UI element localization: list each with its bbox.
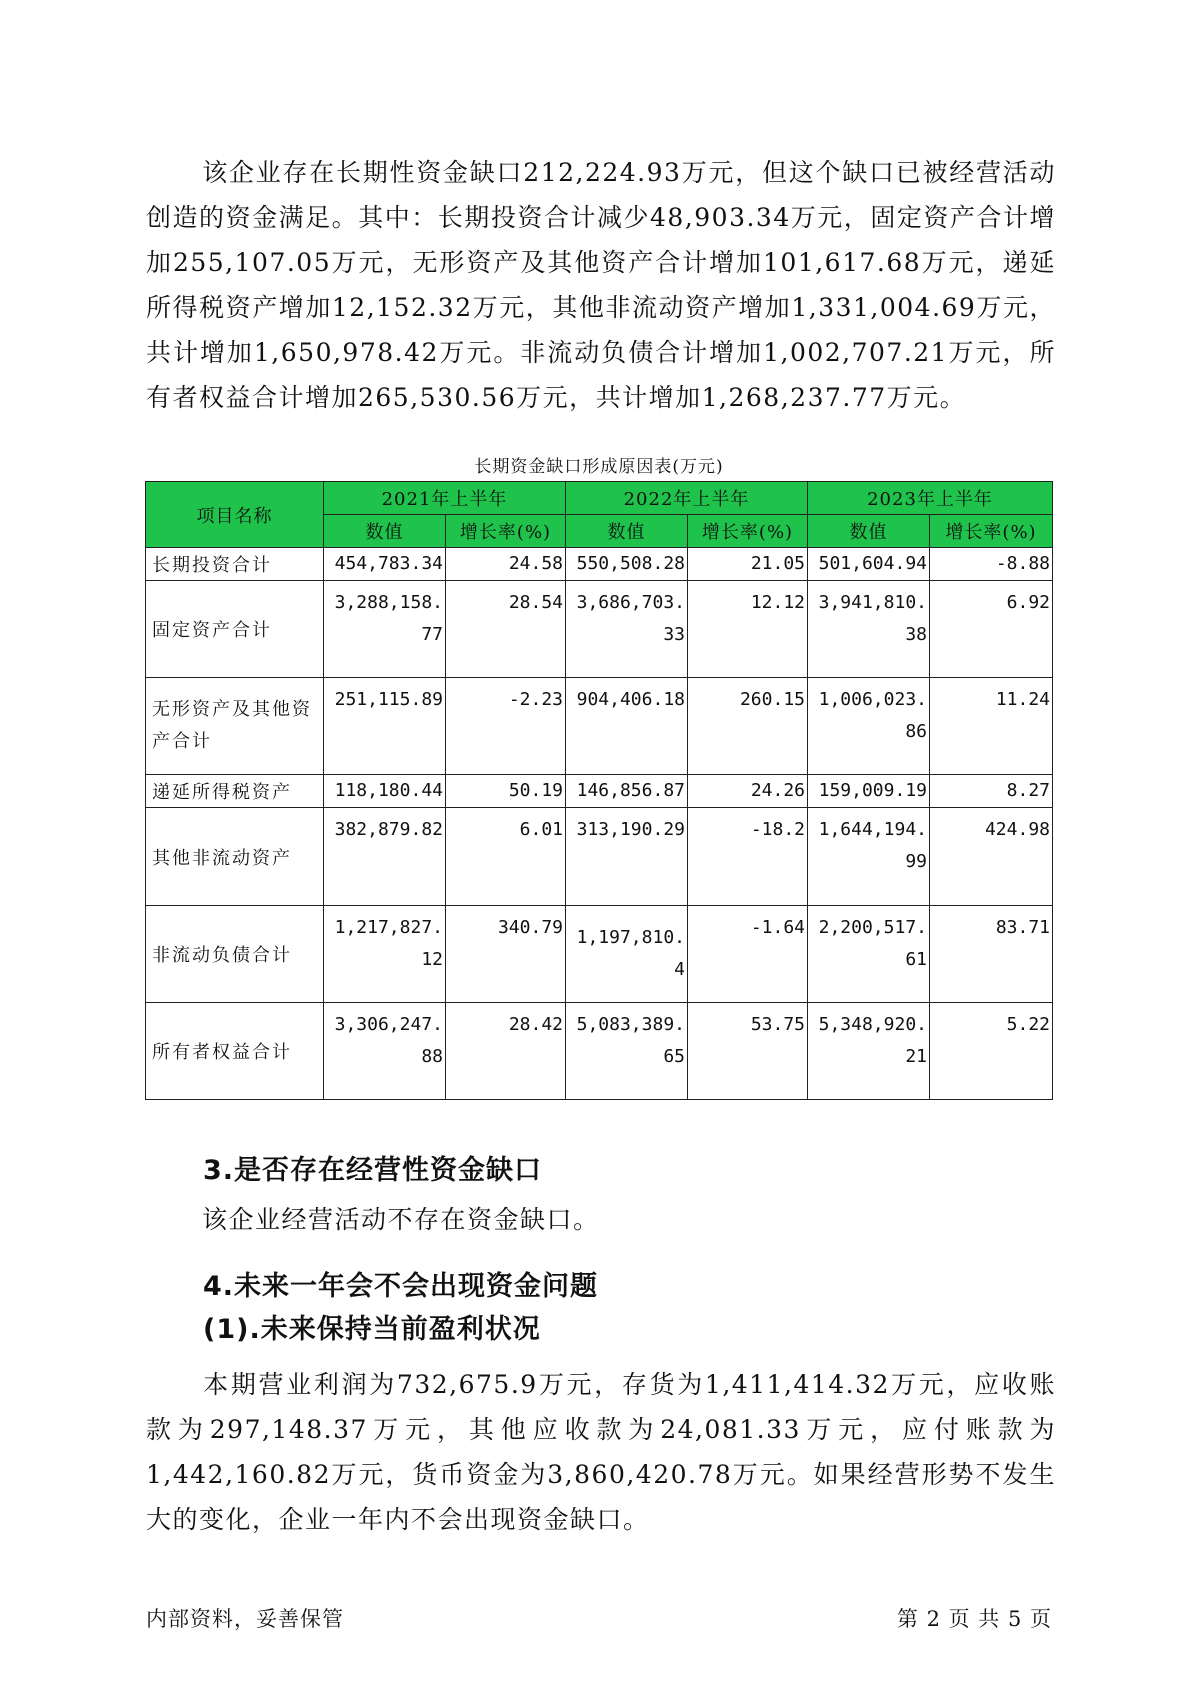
row-name: 无形资产及其他资产合计: [146, 678, 324, 775]
table-caption: 长期资金缺口形成原因表(万元): [474, 457, 724, 477]
cell-value: 454,783.34: [324, 548, 446, 581]
cell-value: 3,686,703.33: [566, 581, 688, 678]
cell-value: 5,083,389.65: [566, 1003, 688, 1100]
header-year-2022: 2022年上半年: [566, 482, 808, 515]
header-value: 数值: [324, 515, 446, 548]
cell-rate: 6.01: [446, 808, 566, 906]
cell-rate: 8.27: [930, 775, 1053, 808]
cell-rate: 11.24: [930, 678, 1053, 775]
row-name: 其他非流动资产: [146, 808, 324, 906]
cell-rate: 340.79: [446, 906, 566, 1003]
header-item-name: 项目名称: [146, 482, 324, 548]
cell-rate: 83.71: [930, 906, 1053, 1003]
cell-rate: 21.05: [688, 548, 808, 581]
row-name: 非流动负债合计: [146, 906, 324, 1003]
footer-confidential-note: 内部资料，妥善保管: [146, 1607, 344, 1631]
long-term-gap-table: [145, 481, 1053, 1100]
cell-value: 3,288,158.77: [324, 581, 446, 678]
cell-value: 1,217,827.12: [324, 906, 446, 1003]
cell-value: 1,644,194.99: [808, 808, 930, 906]
cell-rate: 28.54: [446, 581, 566, 678]
row-name: 长期投资合计: [146, 548, 324, 581]
table-row: [146, 906, 1053, 1003]
cell-rate: 6.92: [930, 581, 1053, 678]
paragraph-long-term-gap: 该企业存在长期性资金缺口212,224.93万元，但这个缺口已被经营活动创造的资金满足。其中：长期投资合计减少48,903.34万元，固定资产合计增加255,107.05万元，无形资产及其他资产合计增加101,617.68万元，递延所得税资产增加12,152.32万元，其他非流动资产增加1,331,004.69万元，共计增加1,650,978.42万元。非流动负债合计增加1,002,707.21万元，所有者权益合计增加265,530.56万元，共计增加1,268,237.77万元。: [146, 158, 1056, 412]
cell-value: 159,009.19: [808, 775, 930, 808]
cell-value: 5,348,920.21: [808, 1003, 930, 1100]
header-value: 数值: [566, 515, 688, 548]
cell-rate: 28.42: [446, 1003, 566, 1100]
cell-rate: 50.19: [446, 775, 566, 808]
cell-value: 146,856.87: [566, 775, 688, 808]
cell-rate: -18.2: [688, 808, 808, 906]
header-rate: 增长率(%): [688, 515, 808, 548]
paragraph-operating-gap: 该企业经营活动不存在资金缺口。: [202, 1205, 600, 1234]
footer-page-number: 第 2 页 共 5 页: [896, 1607, 1052, 1631]
header-rate: 增长率(%): [930, 515, 1053, 548]
cell-rate: 24.26: [688, 775, 808, 808]
cell-rate: 5.22: [930, 1003, 1053, 1100]
cell-value: 3,941,810.38: [808, 581, 930, 678]
header-year-2023: 2023年上半年: [808, 482, 1053, 515]
cell-value: 251,115.89: [324, 678, 446, 775]
cell-rate: 53.75: [688, 1003, 808, 1100]
cell-rate: 260.15: [688, 678, 808, 775]
header-rate: 增长率(%): [446, 515, 566, 548]
row-name: 固定资产合计: [146, 581, 324, 678]
subsection-heading-4-1: (1).未来保持当前盈利状况: [203, 1314, 541, 1345]
table-row: [146, 1003, 1053, 1100]
cell-rate: -8.88: [930, 548, 1053, 581]
cell-value: 1,006,023.86: [808, 678, 930, 775]
cell-rate: -1.64: [688, 906, 808, 1003]
cell-value: 904,406.18: [566, 678, 688, 775]
table-row: [146, 808, 1053, 906]
cell-value: 3,306,247.88: [324, 1003, 446, 1100]
table-row: [146, 581, 1053, 678]
header-value: 数值: [808, 515, 930, 548]
header-year-2021: 2021年上半年: [324, 482, 566, 515]
cell-value: 550,508.28: [566, 548, 688, 581]
table-row: [146, 775, 1053, 808]
section-heading-4: 4.未来一年会不会出现资金问题: [203, 1271, 599, 1302]
cell-rate: 24.58: [446, 548, 566, 581]
table-row: [146, 678, 1053, 775]
cell-value: 118,180.44: [324, 775, 446, 808]
cell-value: 313,190.29: [566, 808, 688, 906]
cell-value: 1,197,810.4: [566, 906, 688, 1003]
cell-value: 501,604.94: [808, 548, 930, 581]
row-name: 所有者权益合计: [146, 1003, 324, 1100]
cell-rate: -2.23: [446, 678, 566, 775]
section-heading-3: 3.是否存在经营性资金缺口: [203, 1155, 543, 1186]
row-name: 递延所得税资产: [146, 775, 324, 808]
cell-rate: 12.12: [688, 581, 808, 678]
cell-rate: 424.98: [930, 808, 1053, 906]
paragraph-profit-status: 本期营业利润为732,675.9万元，存货为1,411,414.32万元，应收账款为297,148.37万元，其他应收款为24,081.33万元，应付账款为1,442,160.82万元，货币资金为3,860,420.78万元。如果经营形势不发生大的变化，企业一年内不会出现资金缺口。: [146, 1370, 1056, 1534]
cell-value: 382,879.82: [324, 808, 446, 906]
table-row: [146, 548, 1053, 581]
cell-value: 2,200,517.61: [808, 906, 930, 1003]
